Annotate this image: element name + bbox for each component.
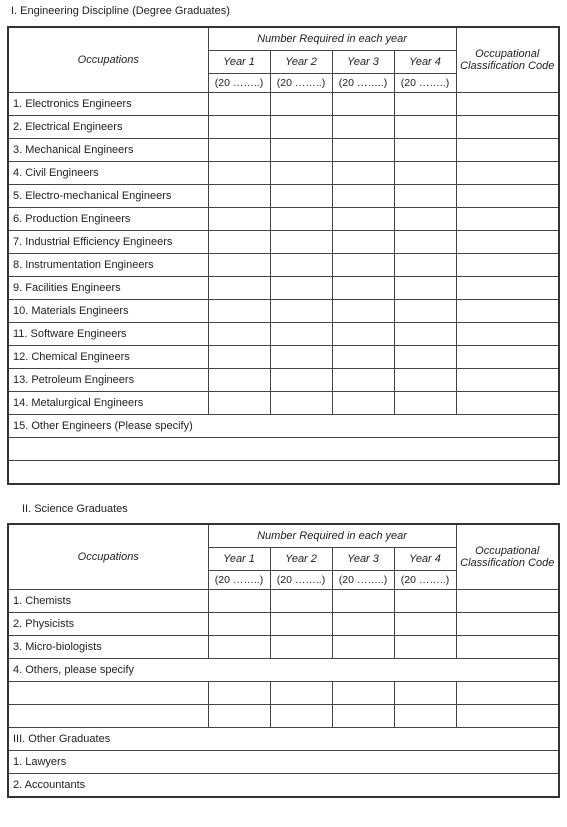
table-row bbox=[8, 162, 559, 185]
year-3-cell[interactable] bbox=[332, 185, 394, 208]
occupation-label: 8. Instrumentation Engineers bbox=[8, 254, 208, 277]
year-2-cell[interactable] bbox=[270, 162, 332, 185]
year-2-cell[interactable] bbox=[270, 346, 332, 369]
other-graduates-title bbox=[8, 728, 559, 751]
year-2-cell[interactable] bbox=[270, 300, 332, 323]
year-2-date[interactable]: (20 ……..) bbox=[270, 74, 332, 93]
classification-code-cell[interactable] bbox=[456, 185, 559, 208]
table-row bbox=[8, 636, 559, 659]
year-1-cell[interactable] bbox=[208, 682, 270, 705]
year-2-cell[interactable] bbox=[270, 369, 332, 392]
year-4-cell[interactable] bbox=[394, 590, 456, 613]
table-row bbox=[8, 613, 559, 636]
classification-header: Occupational Classification Code bbox=[456, 27, 559, 93]
occupation-label: 3. Mechanical Engineers bbox=[8, 139, 208, 162]
year-1-cell[interactable] bbox=[208, 613, 270, 636]
classification-code-cell[interactable] bbox=[456, 93, 559, 116]
year-4-cell[interactable] bbox=[394, 162, 456, 185]
year-1-header: Year 1 bbox=[208, 548, 270, 571]
year-4-cell[interactable] bbox=[394, 139, 456, 162]
classification-code-cell[interactable] bbox=[456, 636, 559, 659]
year-1-cell[interactable] bbox=[208, 139, 270, 162]
other-graduates-row-label: 2. Accountants bbox=[8, 774, 559, 798]
occupation-label: 2. Electrical Engineers bbox=[8, 116, 208, 139]
year-1-header: Year 1 bbox=[208, 51, 270, 74]
year-3-cell[interactable] bbox=[332, 162, 394, 185]
year-4-cell[interactable] bbox=[394, 705, 456, 728]
year-2-cell[interactable] bbox=[270, 208, 332, 231]
year-1-cell[interactable] bbox=[208, 636, 270, 659]
classification-code-cell[interactable] bbox=[456, 323, 559, 346]
year-4-header: Year 4 bbox=[394, 548, 456, 571]
year-2-header: Year 2 bbox=[270, 548, 332, 571]
occupation-label: 13. Petroleum Engineers bbox=[8, 369, 208, 392]
year-3-cell[interactable] bbox=[332, 139, 394, 162]
year-3-cell[interactable] bbox=[332, 231, 394, 254]
year-3-date[interactable]: (20 ……..) bbox=[332, 571, 394, 590]
table-row bbox=[8, 369, 559, 392]
other-graduates-row bbox=[8, 774, 559, 798]
specify-occupation-cell[interactable] bbox=[8, 705, 208, 728]
classification-code-cell[interactable] bbox=[456, 208, 559, 231]
year-1-cell[interactable] bbox=[208, 277, 270, 300]
occupation-label: 10. Materials Engineers bbox=[8, 300, 208, 323]
year-2-cell[interactable] bbox=[270, 231, 332, 254]
year-1-cell[interactable] bbox=[208, 590, 270, 613]
year-4-cell[interactable] bbox=[394, 323, 456, 346]
specify-row bbox=[8, 682, 559, 705]
year-1-cell[interactable] bbox=[208, 705, 270, 728]
classification-code-cell[interactable] bbox=[456, 705, 559, 728]
classification-header: Occupational Classification Code bbox=[456, 524, 559, 590]
year-1-cell[interactable] bbox=[208, 93, 270, 116]
year-2-cell[interactable] bbox=[270, 277, 332, 300]
classification-code-cell[interactable] bbox=[456, 139, 559, 162]
other-graduates-row bbox=[8, 751, 559, 774]
science-section-title: II. Science Graduates bbox=[22, 503, 128, 515]
year-3-cell[interactable] bbox=[332, 369, 394, 392]
year-1-date[interactable]: (20 ……..) bbox=[208, 571, 270, 590]
other-engineers-row bbox=[8, 415, 559, 438]
table-row bbox=[8, 590, 559, 613]
year-1-cell[interactable] bbox=[208, 162, 270, 185]
engineering-table bbox=[7, 26, 560, 485]
occupation-label: 5. Electro-mechanical Engineers bbox=[8, 185, 208, 208]
year-4-cell[interactable] bbox=[394, 231, 456, 254]
year-2-cell[interactable] bbox=[270, 705, 332, 728]
other-graduates-title-label: III. Other Graduates bbox=[8, 728, 559, 751]
year-3-date[interactable]: (20 ……..) bbox=[332, 74, 394, 93]
specify-line bbox=[8, 438, 559, 461]
year-4-cell[interactable] bbox=[394, 93, 456, 116]
other-science-row bbox=[8, 659, 559, 682]
year-1-cell[interactable] bbox=[208, 346, 270, 369]
year-4-cell[interactable] bbox=[394, 208, 456, 231]
year-4-header: Year 4 bbox=[394, 51, 456, 74]
classification-code-cell[interactable] bbox=[456, 346, 559, 369]
table-row bbox=[8, 392, 559, 415]
year-2-cell[interactable] bbox=[270, 636, 332, 659]
engineering-section-title: I. Engineering Discipline (Degree Graduates) bbox=[11, 5, 230, 17]
year-4-cell[interactable] bbox=[394, 369, 456, 392]
occupation-label: 1. Chemists bbox=[8, 590, 208, 613]
year-2-cell[interactable] bbox=[270, 93, 332, 116]
year-4-date[interactable]: (20 ……..) bbox=[394, 74, 456, 93]
year-3-cell[interactable] bbox=[332, 346, 394, 369]
year-4-date[interactable]: (20 ……..) bbox=[394, 571, 456, 590]
year-2-cell[interactable] bbox=[270, 590, 332, 613]
year-1-cell[interactable] bbox=[208, 369, 270, 392]
classification-code-cell[interactable] bbox=[456, 590, 559, 613]
table-row bbox=[8, 346, 559, 369]
year-2-header: Year 2 bbox=[270, 51, 332, 74]
occupation-label: 12. Chemical Engineers bbox=[8, 346, 208, 369]
year-3-cell[interactable] bbox=[332, 300, 394, 323]
year-2-cell[interactable] bbox=[270, 392, 332, 415]
number-required-header: Number Required in each year bbox=[208, 524, 456, 548]
specify-row bbox=[8, 705, 559, 728]
occupation-label: 7. Industrial Efficiency Engineers bbox=[8, 231, 208, 254]
year-2-cell[interactable] bbox=[270, 613, 332, 636]
year-2-cell[interactable] bbox=[270, 139, 332, 162]
specify-line bbox=[8, 461, 559, 485]
occupation-label: 1. Electronics Engineers bbox=[8, 93, 208, 116]
table-row bbox=[8, 116, 559, 139]
year-3-cell[interactable] bbox=[332, 323, 394, 346]
occupation-label: 11. Software Engineers bbox=[8, 323, 208, 346]
occupation-label: 2. Physicists bbox=[8, 613, 208, 636]
year-3-cell[interactable] bbox=[332, 277, 394, 300]
occupations-header: Occupations bbox=[8, 27, 208, 93]
year-3-header: Year 3 bbox=[332, 548, 394, 571]
specify-line-label[interactable] bbox=[8, 461, 559, 485]
year-1-cell[interactable] bbox=[208, 300, 270, 323]
year-3-cell[interactable] bbox=[332, 254, 394, 277]
year-4-cell[interactable] bbox=[394, 636, 456, 659]
year-3-cell[interactable] bbox=[332, 116, 394, 139]
year-4-cell[interactable] bbox=[394, 254, 456, 277]
classification-code-cell[interactable] bbox=[456, 116, 559, 139]
table-row bbox=[8, 185, 559, 208]
table-row bbox=[8, 231, 559, 254]
other-graduates-row-label: 1. Lawyers bbox=[8, 751, 559, 774]
year-1-cell[interactable] bbox=[208, 231, 270, 254]
year-3-cell[interactable] bbox=[332, 590, 394, 613]
year-4-cell[interactable] bbox=[394, 346, 456, 369]
year-3-cell[interactable] bbox=[332, 392, 394, 415]
year-1-cell[interactable] bbox=[208, 254, 270, 277]
classification-code-cell[interactable] bbox=[456, 613, 559, 636]
occupation-label: 14. Metalurgical Engineers bbox=[8, 392, 208, 415]
table-row bbox=[8, 93, 559, 116]
year-3-cell[interactable] bbox=[332, 682, 394, 705]
number-required-header: Number Required in each year bbox=[208, 27, 456, 51]
table-row bbox=[8, 277, 559, 300]
year-4-cell[interactable] bbox=[394, 116, 456, 139]
year-1-cell[interactable] bbox=[208, 323, 270, 346]
year-1-cell[interactable] bbox=[208, 392, 270, 415]
year-2-cell[interactable] bbox=[270, 254, 332, 277]
year-2-cell[interactable] bbox=[270, 323, 332, 346]
year-3-cell[interactable] bbox=[332, 636, 394, 659]
other-science-row-label: 4. Others, please specify bbox=[8, 659, 559, 682]
specify-occupation-cell[interactable] bbox=[8, 682, 208, 705]
year-3-header: Year 3 bbox=[332, 51, 394, 74]
occupation-label: 9. Facilities Engineers bbox=[8, 277, 208, 300]
year-4-cell[interactable] bbox=[394, 300, 456, 323]
classification-code-cell[interactable] bbox=[456, 277, 559, 300]
year-4-cell[interactable] bbox=[394, 682, 456, 705]
classification-code-cell[interactable] bbox=[456, 392, 559, 415]
year-3-cell[interactable] bbox=[332, 208, 394, 231]
classification-code-cell[interactable] bbox=[456, 231, 559, 254]
occupation-label: 6. Production Engineers bbox=[8, 208, 208, 231]
year-1-cell[interactable] bbox=[208, 116, 270, 139]
occupation-label: 4. Civil Engineers bbox=[8, 162, 208, 185]
year-2-cell[interactable] bbox=[270, 116, 332, 139]
classification-code-cell[interactable] bbox=[456, 300, 559, 323]
year-3-cell[interactable] bbox=[332, 705, 394, 728]
classification-code-cell[interactable] bbox=[456, 162, 559, 185]
year-4-cell[interactable] bbox=[394, 277, 456, 300]
year-3-cell[interactable] bbox=[332, 613, 394, 636]
other-engineers-row-label: 15. Other Engineers (Please specify) bbox=[8, 415, 559, 438]
year-2-cell[interactable] bbox=[270, 682, 332, 705]
table-row bbox=[8, 208, 559, 231]
table-row bbox=[8, 254, 559, 277]
table-row bbox=[8, 323, 559, 346]
year-4-cell[interactable] bbox=[394, 392, 456, 415]
occupation-label: 3. Micro-biologists bbox=[8, 636, 208, 659]
year-2-date[interactable]: (20 ……..) bbox=[270, 571, 332, 590]
classification-code-cell[interactable] bbox=[456, 254, 559, 277]
science-table bbox=[7, 523, 560, 798]
year-4-cell[interactable] bbox=[394, 613, 456, 636]
year-2-cell[interactable] bbox=[270, 185, 332, 208]
specify-line-label[interactable] bbox=[8, 438, 559, 461]
table-row bbox=[8, 300, 559, 323]
year-1-date[interactable]: (20 ……..) bbox=[208, 74, 270, 93]
table-row bbox=[8, 139, 559, 162]
year-1-cell[interactable] bbox=[208, 185, 270, 208]
year-3-cell[interactable] bbox=[332, 93, 394, 116]
occupations-header: Occupations bbox=[8, 524, 208, 590]
year-1-cell[interactable] bbox=[208, 208, 270, 231]
classification-code-cell[interactable] bbox=[456, 682, 559, 705]
year-4-cell[interactable] bbox=[394, 185, 456, 208]
classification-code-cell[interactable] bbox=[456, 369, 559, 392]
